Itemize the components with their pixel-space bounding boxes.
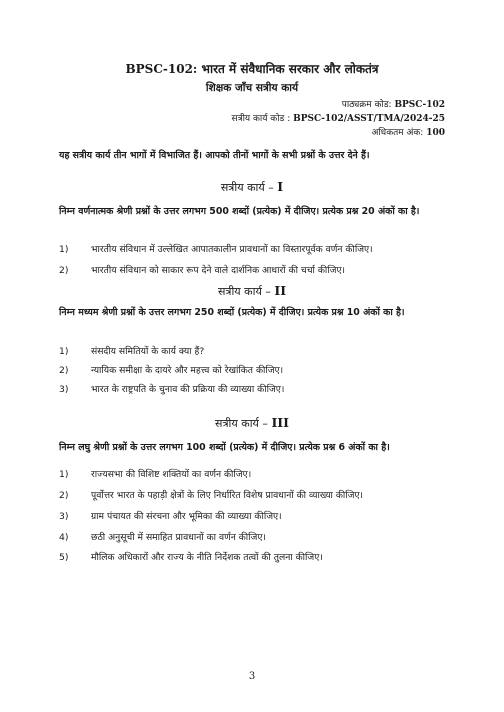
page-number: 3 bbox=[248, 671, 256, 682]
section-numeral: I bbox=[277, 179, 284, 194]
question-number: 3) bbox=[59, 384, 69, 395]
question-item bbox=[59, 242, 373, 255]
question-item bbox=[59, 550, 323, 563]
question-item bbox=[59, 363, 283, 376]
document-subtitle: शिक्षक जाँच सत्रीय कार्य bbox=[205, 82, 299, 94]
question-text: भारतीय संविधान में उल्लेखित आपातकालीन प्रावधानों का विस्तारपूर्वक वर्णन कीजिए। bbox=[91, 244, 373, 255]
max-marks-line bbox=[371, 125, 445, 138]
question-item bbox=[59, 382, 284, 395]
question-item bbox=[59, 488, 363, 501]
max-marks-value: 100 bbox=[426, 128, 445, 138]
course-code-line bbox=[342, 97, 445, 110]
section-numeral: III bbox=[271, 415, 289, 430]
max-marks-label: अधिकतम अंक: bbox=[371, 128, 424, 138]
question-text: न्यायिक समीक्षा के दायरे और महत्त्व को रेखांकित कीजिए। bbox=[91, 365, 284, 376]
document-title: BPSC-102: भारत में संवैधानिक सरकार और लोकतंत्र bbox=[125, 62, 379, 76]
question-number: 4) bbox=[59, 532, 69, 543]
section-numeral: II bbox=[274, 283, 287, 298]
question-text: ग्राम पंचायत की संरचना और भूमिका की व्याख्या कीजिए। bbox=[91, 511, 282, 522]
section-heading-2 bbox=[0, 283, 504, 299]
section-heading-3 bbox=[0, 415, 504, 431]
question-text: संसदीय समितियों के कार्य क्या हैं? bbox=[91, 346, 205, 357]
section-instruction-3: निम्न लघु श्रेणी प्रश्नों के उत्तर लगभग 100 शब्दों (प्रत्येक) में दीजिए। प्रत्येक प्रश्न 6 अंकों का है। bbox=[59, 442, 390, 453]
question-number: 1) bbox=[59, 469, 69, 480]
course-code-value: BPSC-102 bbox=[394, 100, 445, 110]
section-label: सत्रीय कार्य – bbox=[217, 285, 271, 298]
question-number: 5) bbox=[59, 552, 69, 563]
question-text: मौलिक अधिकारों और राज्य के नीति निर्देशक तत्वों की तुलना कीजिए। bbox=[91, 552, 323, 563]
section-label: सत्रीय कार्य – bbox=[220, 181, 274, 194]
question-text: छठी अनुसूची में समाहित प्रावधानों का वर्णन कीजिए। bbox=[91, 532, 266, 543]
question-text: पूर्वोत्तर भारत के पहाड़ी क्षेत्रों के लिए निर्धारित विशेष प्रावधानों की व्याख्या कीजिए। bbox=[91, 490, 364, 501]
question-item bbox=[59, 344, 204, 357]
section-instruction-1: निम्न वर्णनात्मक श्रेणी प्रश्नों के उत्तर लगभग 500 शब्दों (प्रत्येक) में दीजिए। प्रत्येक प्रश्न 20 अंकों का है। bbox=[59, 206, 420, 217]
section-heading-1 bbox=[0, 179, 504, 195]
assignment-code-line bbox=[232, 111, 445, 124]
course-code-label: पाठ्यक्रम कोड: bbox=[341, 100, 392, 110]
question-text: भारत के राष्ट्रपति के चुनाव की प्रक्रिया की व्याख्या कीजिए। bbox=[91, 384, 285, 395]
question-number: 2) bbox=[59, 265, 69, 276]
question-number: 1) bbox=[59, 346, 69, 357]
section-label: सत्रीय कार्य – bbox=[215, 417, 268, 430]
assignment-code-value: BPSC-102/ASST/TMA/2024-25 bbox=[293, 114, 445, 124]
question-number: 3) bbox=[59, 511, 69, 522]
question-number: 1) bbox=[59, 244, 69, 255]
assignment-code-label: सत्रीय कार्य कोड : bbox=[231, 114, 291, 124]
question-number: 2) bbox=[59, 365, 69, 376]
question-number: 2) bbox=[59, 490, 69, 501]
question-item bbox=[59, 509, 282, 522]
question-text: राज्यसभा की विशिष्ट शक्तियों का वर्णन कीजिए। bbox=[91, 469, 252, 480]
section-instruction-2: निम्न मध्यम श्रेणी प्रश्नों के उत्तर लगभग 250 शब्दों (प्रत्येक) में दीजिए। प्रत्येक प्रश्न 10 अंकों का है। bbox=[59, 307, 405, 318]
question-text: भारतीय संविधान को साकार रूप देने वाले दार्शनिक आधारों की चर्चा कीजिए। bbox=[91, 265, 346, 276]
intro-instruction: यह सत्रीय कार्य तीन भागों में विभाजित हैं। आपको तीनों भागों के सभी प्रश्नों के उत्तर देने हैं। bbox=[59, 150, 370, 161]
question-item bbox=[59, 530, 266, 543]
question-item bbox=[59, 263, 345, 276]
question-item bbox=[59, 467, 251, 480]
